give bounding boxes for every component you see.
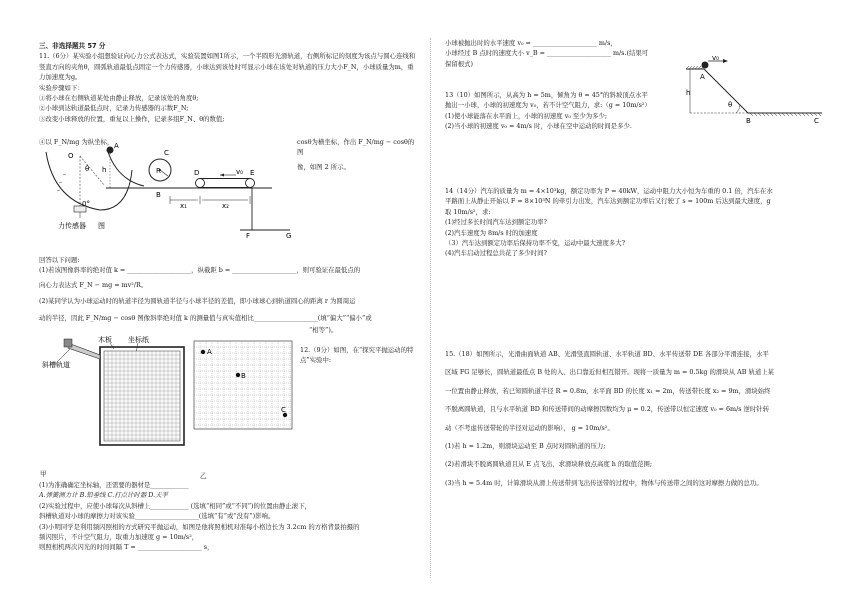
q12-figure-yi [193, 340, 293, 430]
label-yi: 乙 [200, 472, 207, 480]
q12-right-line3: 保留根式) [445, 59, 474, 68]
q15-sub1: (1)若 h = 1.2m，则滑块运动至 B 点时对圆轨道的压力; [445, 442, 606, 451]
section-title: 三、非选择题共 57 分 [39, 42, 106, 50]
q11-steps-title: 实验步骤如下： [39, 83, 84, 92]
q13-sub1: (1)使小球能落在水平面上，小球的初速度 v₀ 至少为多少; [445, 111, 608, 120]
fig11-label-v0: v₀ [236, 168, 243, 176]
q15-block [445, 348, 830, 489]
q11-step4b: cosθ为横坐标，作出 F_N/mg − cosθ的图 [297, 138, 415, 157]
fig13-label-theta: θ [728, 101, 733, 109]
fig11-label-R: R [156, 167, 161, 175]
fig11-label-F: F [246, 232, 251, 240]
q15-sub2: (2)若滑块不脱离圆轨道且从 E 点飞出，求滑块释放点高度 h 的取值范围; [445, 460, 653, 469]
q12-options: A.弹簧测力计 B.铅垂线 C.打点计时器 D.天平 [39, 491, 168, 500]
fig12-label-paper: 坐标纸 [128, 336, 149, 344]
q12-figure-jia [40, 333, 188, 453]
q15-stem5: 动（不考虑传送带轮的半径对运动的影响）， g = 10m/s²。 [445, 423, 614, 432]
q11-sub2: (2)某同学认为小球运动时的轨道半径为圆轨道半径与小球半径的差值，即小球球心到轨道圆心的距离 r 为圆周运 [39, 297, 356, 306]
fig13-label-A: A [700, 73, 705, 81]
q11-figure [40, 140, 295, 240]
q12-stem: 12.（9分）如图，在“探究平抛运动的特点”实验中: [300, 346, 414, 365]
q15-stem: 15.（18）如图所示，光滑曲面轨道 AB、光滑竖直圆轨道、水平轨道 BD、水平传送带 DE 各部分平滑连接，水平 [445, 350, 769, 358]
q12-sub3: (3)小明同学是利用频闪照相的方式研究平抛运动，如图是他将照相机对准每小格边长为 3.2cm 的方格背景拍摄的 [39, 522, 360, 531]
q13-sub2: (2)当小球的初速度 v₀ = 4m/s 时，小球在空中运动的时间是多少. [445, 122, 632, 131]
fig12-label-B: B [241, 372, 246, 380]
fig11-label-sensor: 力传感器 [58, 222, 86, 230]
q12-sub2b: 斜槽轨道对小球的摩擦力对该实验____________________(选填“有”或“没有”)影响。 [39, 512, 275, 521]
fig11-label-theta: θ [85, 165, 90, 173]
q15-stem4: 不脱离圆轨道，且与水平轨道 BD 和传送带间的动摩擦因数均为 μ = 0.2，传送带以恒定速度 v₀ = 6m/s 逆时针转 [445, 405, 770, 414]
fig11-label-zero: 0° [82, 200, 90, 208]
q12-subquestions [39, 480, 419, 553]
q11-subquestions [39, 255, 419, 335]
fig11-label-D: D [194, 169, 200, 177]
q13-stem2: 抛出一小球，小球的初速度为 v₀，若不计空气阻力，求:（g = 10m/s²） [445, 101, 651, 110]
q13-stem: 13（10）如图所示，从高为 h = 5m，倾角为 θ = 45°的斜坡顶点水平 [445, 91, 648, 99]
q14-sub4: (4)汽车启动过程总共花了多少时间? [445, 249, 547, 258]
label-jia: 甲 [40, 470, 47, 478]
fig13-label-B: B [746, 117, 751, 125]
q11-sub1: (1)若该图像斜率的绝对值 k = ____________________，纵截距 b = ____________________，则可验证在最低点的 [39, 266, 361, 275]
q15-sub3: (3)当 h = 5.4m 时，计算滑块从滑上传送带到飞出传送带的过程中，物体与传送带之间的这对摩擦力做的总功。 [445, 478, 763, 487]
q14-stem: 14（14分）汽车的质量为 m = 4×10³kg，额定功率为 P = 40kW，运动中阻力大小恒为车重的 0.1 倍，汽车在水 [445, 187, 773, 195]
fig13-label-v0: v₀ [712, 55, 719, 62]
q12-sub3c: 则照相机两次闪光的时间间隔 T = ____________________ s， [39, 543, 214, 552]
fig11-label-x1: x₁ [180, 202, 187, 210]
q12-figure-jia-svg [40, 333, 188, 453]
fig11-label-E: E [250, 169, 255, 177]
q13-figure-svg [686, 55, 826, 125]
q11-step3: ③改变小球释放的位置，重复以上操作，记录多组F_N、θ的数值; [39, 114, 225, 123]
q11-step4-right [297, 137, 417, 172]
q11-figure-svg [40, 140, 295, 240]
q12-sub2: (2)实验过程中，应使小球每次从斜槽上____________ (选填“相同”或“不同”)的位置由静止滚下， [39, 501, 311, 510]
fig12-label-C: C [281, 406, 286, 414]
q11-sub2b: 动的半径，因此 F_N/mg − cosθ 图像斜率绝对值 k 的测量值与真实值相比____________________(填“偏大”“偏小”或 [39, 313, 372, 322]
q11-step4c: 像，如图 2 所示。 [297, 162, 350, 171]
fig12-label-board: 木板 [98, 336, 112, 344]
q11-sub1b: 向心力表达式 F_N − mg = mv²/R。 [39, 280, 148, 289]
q11-sub2c: “相等”)。 [309, 326, 338, 335]
q14-block [445, 186, 830, 259]
q14-stem2: 平路面上从静止开始以 F = 8×10³N 的牵引力出发，汽车达到额定功率后又行驶了 s = 100m 后达到最大速度，g [445, 197, 771, 206]
q11-stem: 11.（6分）某实验小组想验证向心力公式表达式，实验装置如图1所示，一个半圆形光滑轨道，右侧所标记的刻度为该点与圆心连线和竖直方向的夹角θ，圆弧轨道最低点固定一个力传感器，小球达到该处时可显示小球在该处对轨道的压力大小F_N，小球质量为m，重力加速度为g。 [39, 52, 416, 82]
q11-step1: ①将小球在右侧轨道某处由静止释放，记录该处的角度θ; [39, 94, 199, 103]
q12-sub3b: 频闪照片，不计空气阻力，取重力加速度 g = 10m/s²， [39, 533, 199, 542]
q15-stem2: 区域 FG 足够长，圆轨道最低点 B 处的入、出口靠近但相互错开。现将一质量为 m = 0.5kg 的滑块从 AB 轨道上某 [445, 368, 775, 377]
q14-stem3: 取 10m/s²，求: [445, 207, 491, 216]
q12-stem-block [300, 345, 418, 366]
fig11-label-C: C [164, 149, 169, 157]
fig11-label-G: G [286, 232, 292, 240]
fig11-label-A: A [114, 142, 119, 150]
q15-stem3: 一位置由静止释放，若已知圆轨道半径 R = 0.8m，水平面 BD 的长度 x₁ = 2m，传送带长度 x₂ = 9m，滑块始终 [445, 386, 771, 395]
fig12-label-A: A [207, 348, 212, 356]
fig11-label-B: B [156, 191, 161, 199]
column-divider [430, 38, 431, 578]
q11-step4a: ④以 F_N/mg 为纵坐标， [39, 138, 114, 146]
fig11-label-O: O [68, 152, 74, 160]
fig12-label-track: 斜槽轨道 [42, 361, 70, 369]
q12-sub1: (1)为准确确定坐标轴，还需要的器材是____________ [39, 481, 189, 489]
q13-block [445, 90, 685, 132]
q12-right-line2: 小球经过 B 点时的速度大小 v_B = ____________________ m/s.(结果可 [445, 49, 649, 58]
q14-sub2: (2)汽车速度为 8m/s 时的加速度 [445, 228, 538, 237]
q14-sub1: (1)经过多长时间汽车达到额定功率? [445, 218, 547, 227]
fig13-label-C: C [814, 117, 819, 125]
q12-right-line1: 小球被抛出时的水平速度 v₀ = ____________________ m/s， [445, 39, 617, 47]
fig13-label-h: h [686, 89, 691, 97]
left-column [39, 41, 417, 124]
fig11-label-x2: x₂ [222, 202, 229, 210]
q11-step2: ②小球到达轨道最低点时，记录力传感器的示数F_N; [39, 104, 189, 113]
q12-figure-yi-svg [193, 340, 293, 430]
fig11-label-h: h [102, 166, 107, 174]
q13-figure [686, 55, 826, 125]
q14-sub3: （3）汽车达到额定功率后保持功率不变，运动中最大速度多大? [445, 239, 626, 248]
fig11-label-tu: 图 [98, 222, 105, 230]
q11-answer-prompt: 回答以下问题: [39, 256, 80, 264]
q12-continued [445, 38, 690, 69]
